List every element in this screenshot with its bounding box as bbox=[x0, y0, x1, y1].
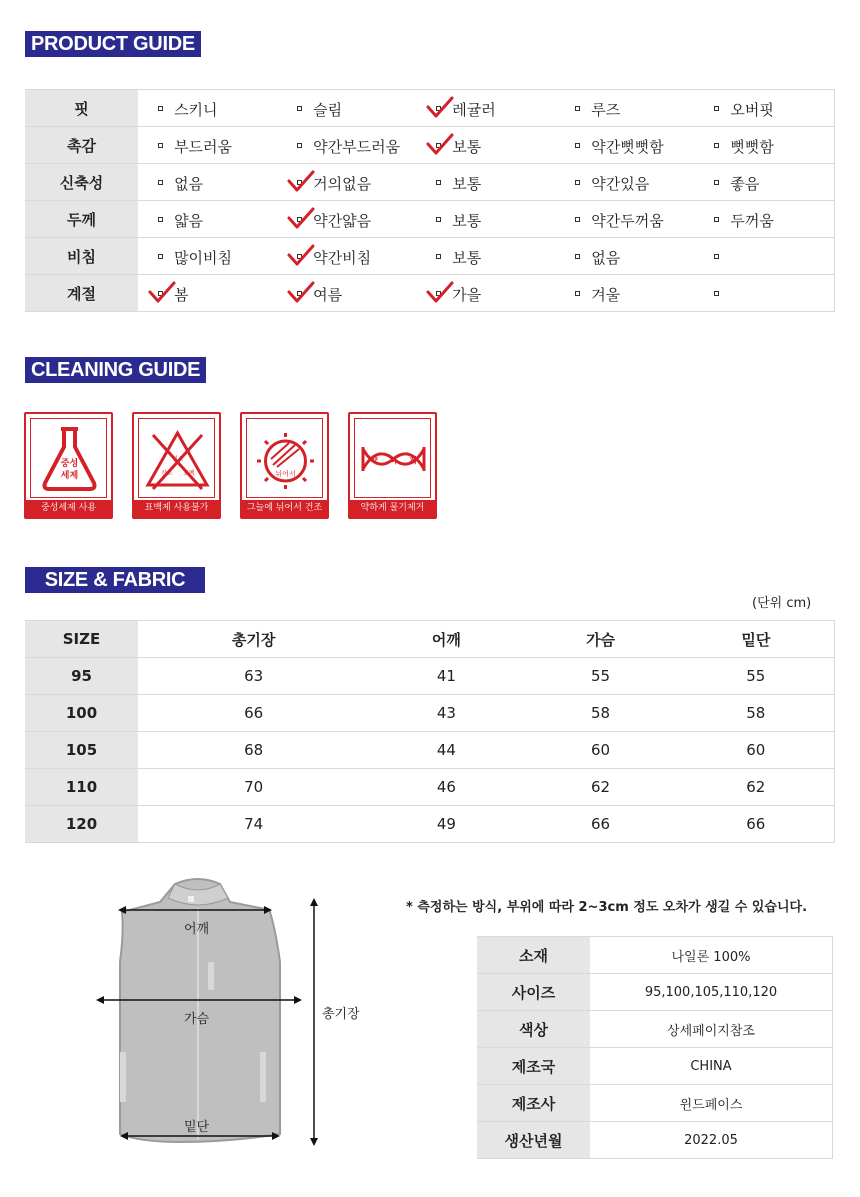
size-row bbox=[25, 658, 835, 695]
guide-option-label: 좋음 bbox=[730, 175, 760, 193]
gentle-wring-icon bbox=[348, 412, 437, 519]
guide-option-label: 거의없음 bbox=[313, 175, 372, 193]
guide-option bbox=[555, 238, 694, 275]
size-cell: 63 bbox=[138, 658, 369, 695]
guide-option bbox=[694, 238, 834, 275]
guide-row bbox=[25, 90, 835, 127]
size-cell: 58 bbox=[523, 695, 677, 732]
guide-option-label: 겨울 bbox=[591, 286, 621, 304]
hem-label: 밑단 bbox=[184, 1120, 210, 1135]
fabric-row bbox=[477, 1048, 833, 1085]
chest-label: 가슴 bbox=[184, 1012, 210, 1027]
size-cell: 66 bbox=[678, 806, 835, 843]
guide-option-label: 약간얇음 bbox=[313, 212, 372, 230]
size-fabric-title: SIZE & FABRIC bbox=[25, 567, 205, 593]
guide-option-label: 봄 bbox=[174, 286, 189, 304]
checkmark-icon bbox=[148, 280, 176, 304]
size-cell: 105 bbox=[25, 732, 138, 769]
size-cell: 58 bbox=[678, 695, 835, 732]
care-caption: 그늘에 뉘어서 건조 bbox=[242, 500, 327, 517]
guide-row-label: 두께 bbox=[25, 201, 138, 238]
fabric-row bbox=[477, 1122, 833, 1159]
fabric-row bbox=[477, 1085, 833, 1122]
guide-option bbox=[694, 201, 834, 238]
size-cell: 46 bbox=[369, 769, 523, 806]
guide-option bbox=[138, 238, 277, 275]
fabric-row bbox=[477, 1011, 833, 1048]
guide-option bbox=[694, 90, 834, 127]
vest-diagram bbox=[80, 872, 380, 1152]
checkmark-icon bbox=[287, 243, 315, 267]
bullet-icon bbox=[436, 254, 441, 259]
guide-option bbox=[555, 127, 694, 164]
guide-option-label: 보통 bbox=[452, 249, 482, 267]
svg-text:산소: 산소 bbox=[161, 470, 173, 477]
guide-option bbox=[138, 201, 277, 238]
size-cell: 60 bbox=[678, 732, 835, 769]
size-header-row bbox=[25, 621, 835, 658]
size-cell: 44 bbox=[369, 732, 523, 769]
size-cell: 66 bbox=[138, 695, 369, 732]
cleaning-guide-title: CLEANING GUIDE bbox=[25, 357, 206, 383]
size-header-cell: 가슴 bbox=[523, 621, 677, 658]
size-header-cell: 어깨 bbox=[369, 621, 523, 658]
guide-row-label: 신축성 bbox=[25, 164, 138, 201]
fabric-value: 95,100,105,110,120 bbox=[590, 974, 833, 1011]
bullet-icon bbox=[575, 106, 580, 111]
fabric-label: 사이즈 bbox=[477, 974, 590, 1011]
product-guide-title: PRODUCT GUIDE bbox=[25, 31, 201, 57]
bullet-icon bbox=[158, 180, 163, 185]
bullet-icon bbox=[436, 180, 441, 185]
checkmark-icon bbox=[426, 280, 454, 304]
guide-option-label: 보통 bbox=[452, 212, 482, 230]
checkmark-icon bbox=[426, 132, 454, 156]
svg-text:게: 게 bbox=[409, 456, 417, 465]
fabric-value: CHINA bbox=[590, 1048, 833, 1085]
size-cell: 55 bbox=[678, 658, 835, 695]
guide-option bbox=[694, 164, 834, 201]
guide-option-label: 약간있음 bbox=[591, 175, 650, 193]
size-header-cell: 총기장 bbox=[138, 621, 369, 658]
guide-option-label: 보통 bbox=[452, 138, 482, 156]
size-cell: 55 bbox=[523, 658, 677, 695]
guide-option-label: 없음 bbox=[591, 249, 621, 267]
guide-option-label: 약간뻣뻣함 bbox=[591, 138, 664, 156]
fabric-value: 상세페이지참조 bbox=[590, 1011, 833, 1048]
size-header-cell: SIZE bbox=[25, 621, 138, 658]
checkmark-icon bbox=[287, 169, 315, 193]
bullet-icon bbox=[297, 143, 302, 148]
size-cell: 43 bbox=[369, 695, 523, 732]
fabric-row bbox=[477, 974, 833, 1011]
fabric-row bbox=[477, 937, 833, 974]
guide-option bbox=[277, 90, 416, 127]
bullet-icon bbox=[575, 217, 580, 222]
bullet-icon bbox=[714, 291, 719, 296]
guide-option-label: 스키니 bbox=[174, 101, 218, 119]
size-cell: 110 bbox=[25, 769, 138, 806]
bullet-icon bbox=[714, 217, 719, 222]
guide-option-label: 없음 bbox=[174, 175, 204, 193]
care-caption: 약하게 물기제거 bbox=[350, 500, 435, 517]
no-bleach-icon bbox=[132, 412, 221, 519]
guide-row bbox=[25, 201, 835, 238]
guide-option-label: 약간비침 bbox=[313, 249, 372, 267]
svg-text:표백: 표백 bbox=[183, 470, 195, 477]
guide-option-label: 약간두꺼움 bbox=[591, 212, 664, 230]
svg-text:세제: 세제 bbox=[60, 471, 79, 481]
guide-option bbox=[694, 127, 834, 164]
bullet-icon bbox=[714, 254, 719, 259]
guide-option-label: 루즈 bbox=[591, 101, 621, 119]
bullet-icon bbox=[714, 143, 719, 148]
checkmark-icon bbox=[287, 206, 315, 230]
guide-row bbox=[25, 238, 835, 275]
shoulder-label: 어깨 bbox=[184, 922, 210, 937]
guide-option bbox=[416, 238, 555, 275]
product-guide-table bbox=[25, 89, 835, 312]
fabric-label: 생산년월 bbox=[477, 1122, 590, 1159]
guide-option-label: 많이비침 bbox=[174, 249, 233, 267]
guide-option-label: 레귤러 bbox=[452, 101, 496, 119]
size-cell: 41 bbox=[369, 658, 523, 695]
bullet-icon bbox=[158, 254, 163, 259]
guide-option bbox=[555, 90, 694, 127]
size-row bbox=[25, 695, 835, 732]
guide-option bbox=[138, 90, 277, 127]
size-cell: 49 bbox=[369, 806, 523, 843]
size-cell: 100 bbox=[25, 695, 138, 732]
size-table bbox=[25, 620, 835, 843]
care-caption: 중성세제 사용 bbox=[26, 500, 111, 517]
guide-option bbox=[277, 201, 416, 238]
size-cell: 74 bbox=[138, 806, 369, 843]
guide-option bbox=[555, 164, 694, 201]
svg-text:중성: 중성 bbox=[60, 459, 79, 469]
guide-option bbox=[694, 275, 834, 312]
guide-row bbox=[25, 127, 835, 164]
guide-option bbox=[416, 90, 555, 127]
guide-option-label: 보통 bbox=[452, 175, 482, 193]
guide-row-label: 비침 bbox=[25, 238, 138, 275]
guide-option-label: 약간부드러움 bbox=[313, 138, 401, 156]
care-caption: 표백제 사용불가 bbox=[134, 500, 219, 517]
guide-option bbox=[277, 127, 416, 164]
guide-option bbox=[416, 275, 555, 312]
size-cell: 66 bbox=[523, 806, 677, 843]
guide-option bbox=[138, 127, 277, 164]
guide-row-label: 촉감 bbox=[25, 127, 138, 164]
guide-option-label: 슬림 bbox=[313, 101, 343, 119]
size-row bbox=[25, 732, 835, 769]
svg-text:약: 약 bbox=[370, 456, 378, 465]
size-cell: 68 bbox=[138, 732, 369, 769]
checkmark-icon bbox=[287, 280, 315, 304]
bullet-icon bbox=[714, 106, 719, 111]
bullet-icon bbox=[575, 291, 580, 296]
neutral-detergent-icon bbox=[24, 412, 113, 519]
guide-option bbox=[416, 201, 555, 238]
guide-option bbox=[138, 164, 277, 201]
guide-option bbox=[277, 275, 416, 312]
guide-row-label: 계절 bbox=[25, 275, 138, 312]
guide-row bbox=[25, 275, 835, 312]
measurement-note: * 측정하는 방식, 부위에 따라 2~3cm 정도 오차가 생길 수 있습니다. bbox=[406, 900, 808, 915]
guide-option-label: 두꺼움 bbox=[730, 212, 774, 230]
checkmark-icon bbox=[426, 95, 454, 119]
bullet-icon bbox=[714, 180, 719, 185]
fabric-value: 윈드페이스 bbox=[590, 1085, 833, 1122]
guide-option bbox=[555, 275, 694, 312]
guide-option-label: 뻣뻣함 bbox=[730, 138, 774, 156]
size-header-cell: 밑단 bbox=[678, 621, 835, 658]
size-cell: 95 bbox=[25, 658, 138, 695]
guide-option bbox=[277, 164, 416, 201]
fabric-value: 2022.05 bbox=[590, 1122, 833, 1159]
guide-row bbox=[25, 164, 835, 201]
fabric-label: 제조사 bbox=[477, 1085, 590, 1122]
bullet-icon bbox=[158, 143, 163, 148]
guide-option-label: 여름 bbox=[313, 286, 343, 304]
length-label: 총기장 bbox=[322, 1007, 360, 1022]
guide-option-label: 오버핏 bbox=[730, 101, 774, 119]
svg-text:뉘어서: 뉘어서 bbox=[275, 470, 296, 478]
bullet-icon bbox=[575, 180, 580, 185]
size-cell: 60 bbox=[523, 732, 677, 769]
fabric-table bbox=[477, 936, 833, 1159]
svg-text:하: 하 bbox=[389, 456, 398, 465]
guide-option bbox=[416, 164, 555, 201]
fabric-value: 나일론 100% bbox=[590, 937, 833, 974]
guide-option bbox=[555, 201, 694, 238]
unit-label: (단위 cm) bbox=[752, 596, 812, 611]
shade-dry-flat-icon bbox=[240, 412, 329, 519]
size-row bbox=[25, 806, 835, 843]
size-cell: 62 bbox=[678, 769, 835, 806]
guide-option-label: 가을 bbox=[452, 286, 482, 304]
guide-option-label: 얇음 bbox=[174, 212, 204, 230]
bullet-icon bbox=[297, 106, 302, 111]
fabric-label: 색상 bbox=[477, 1011, 590, 1048]
size-cell: 120 bbox=[25, 806, 138, 843]
size-row bbox=[25, 769, 835, 806]
guide-option-label: 부드러움 bbox=[174, 138, 233, 156]
size-cell: 62 bbox=[523, 769, 677, 806]
guide-option bbox=[277, 238, 416, 275]
bullet-icon bbox=[158, 106, 163, 111]
guide-option bbox=[416, 127, 555, 164]
bullet-icon bbox=[575, 254, 580, 259]
fabric-label: 소재 bbox=[477, 937, 590, 974]
bullet-icon bbox=[158, 217, 163, 222]
fabric-label: 제조국 bbox=[477, 1048, 590, 1085]
size-cell: 70 bbox=[138, 769, 369, 806]
svg-text:염소: 염소 bbox=[171, 456, 184, 463]
guide-option bbox=[138, 275, 277, 312]
guide-row-label: 핏 bbox=[25, 90, 138, 127]
bullet-icon bbox=[436, 217, 441, 222]
bullet-icon bbox=[575, 143, 580, 148]
